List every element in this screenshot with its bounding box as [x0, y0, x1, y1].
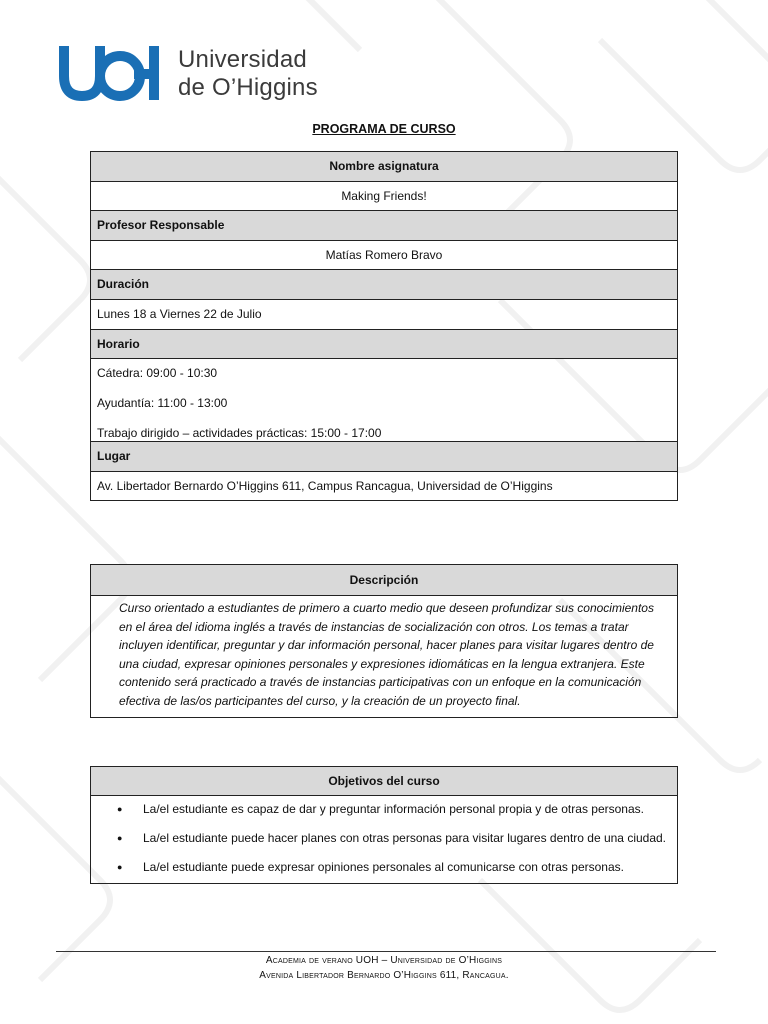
schedule-item: Ayudantía: 11:00 - 13:00 [97, 396, 228, 411]
university-name [178, 46, 318, 102]
teacher-label: Profesor Responsable [91, 211, 678, 241]
university-logo [58, 44, 338, 104]
footer-divider [56, 951, 716, 952]
duration-value: Lunes 18 a Viernes 22 de Julio [91, 299, 678, 329]
teacher-value: Matías Romero Bravo [91, 240, 678, 270]
objectives-label: Objetivos del curso [91, 767, 678, 796]
place-label: Lugar [91, 442, 678, 472]
footer-line2: Avenida Libertador Bernardo O’Higgins 611, Rancagua. [259, 970, 509, 981]
course-name-value: Making Friends! [91, 181, 678, 211]
description-table [90, 564, 678, 718]
objectives-list [91, 796, 677, 883]
footer-line1: Academia de verano UOH – Universidad de O’Higgins [265, 955, 503, 966]
university-name-line1: Universidad [178, 46, 307, 73]
schedule-item: Cátedra: 09:00 - 10:30 [97, 366, 218, 381]
schedule-values [91, 359, 678, 442]
schedule-label: Horario [91, 329, 678, 359]
schedule-item: Trabajo dirigido – actividades prácticas: 15:00 - 17:00 [97, 426, 382, 441]
course-info-table [90, 151, 678, 501]
objective-item: ● La/el estudiante puede expresar opiniones personales al comunicarse con otras personas. [91, 858, 667, 877]
university-name-line2: de O’Higgins [178, 74, 318, 101]
duration-label: Duración [91, 270, 678, 300]
description-text: Curso orientado a estudiantes de primero a cuarto medio que deseen profundizar sus conocimientos en el área del idioma inglés a través de instancias de socialización con otros. Los temas a tratar incluyen identificar, preguntar y dar información personal, hacer planes para visitar lugares dentro de una ciudad, expresar opiniones personales y expresiones idiomáticas en la lengua extranjera. Este contenido será practicado a través de instancias participativas con un enfoque en la comunicación efectiva de las/os participantes del curso, y la creación de un proyecto final. [91, 596, 678, 718]
place-value: Av. Libertador Bernardo O’Higgins 611, Campus Rancagua, Universidad de O’Higgins [91, 471, 678, 501]
course-name-label: Nombre asignatura [91, 152, 678, 182]
objective-item: ● La/el estudiante es capaz de dar y preguntar información personal propia y de otras personas. [91, 800, 667, 819]
uoh-logo-icon [58, 44, 166, 102]
objective-item: ● La/el estudiante puede hacer planes con otras personas para visitar lugares dentro de una ciudad. [91, 829, 667, 848]
document-title: PROGRAMA DE CURSO [312, 122, 456, 136]
objectives-table [90, 766, 678, 884]
description-label: Descripción [91, 565, 678, 596]
